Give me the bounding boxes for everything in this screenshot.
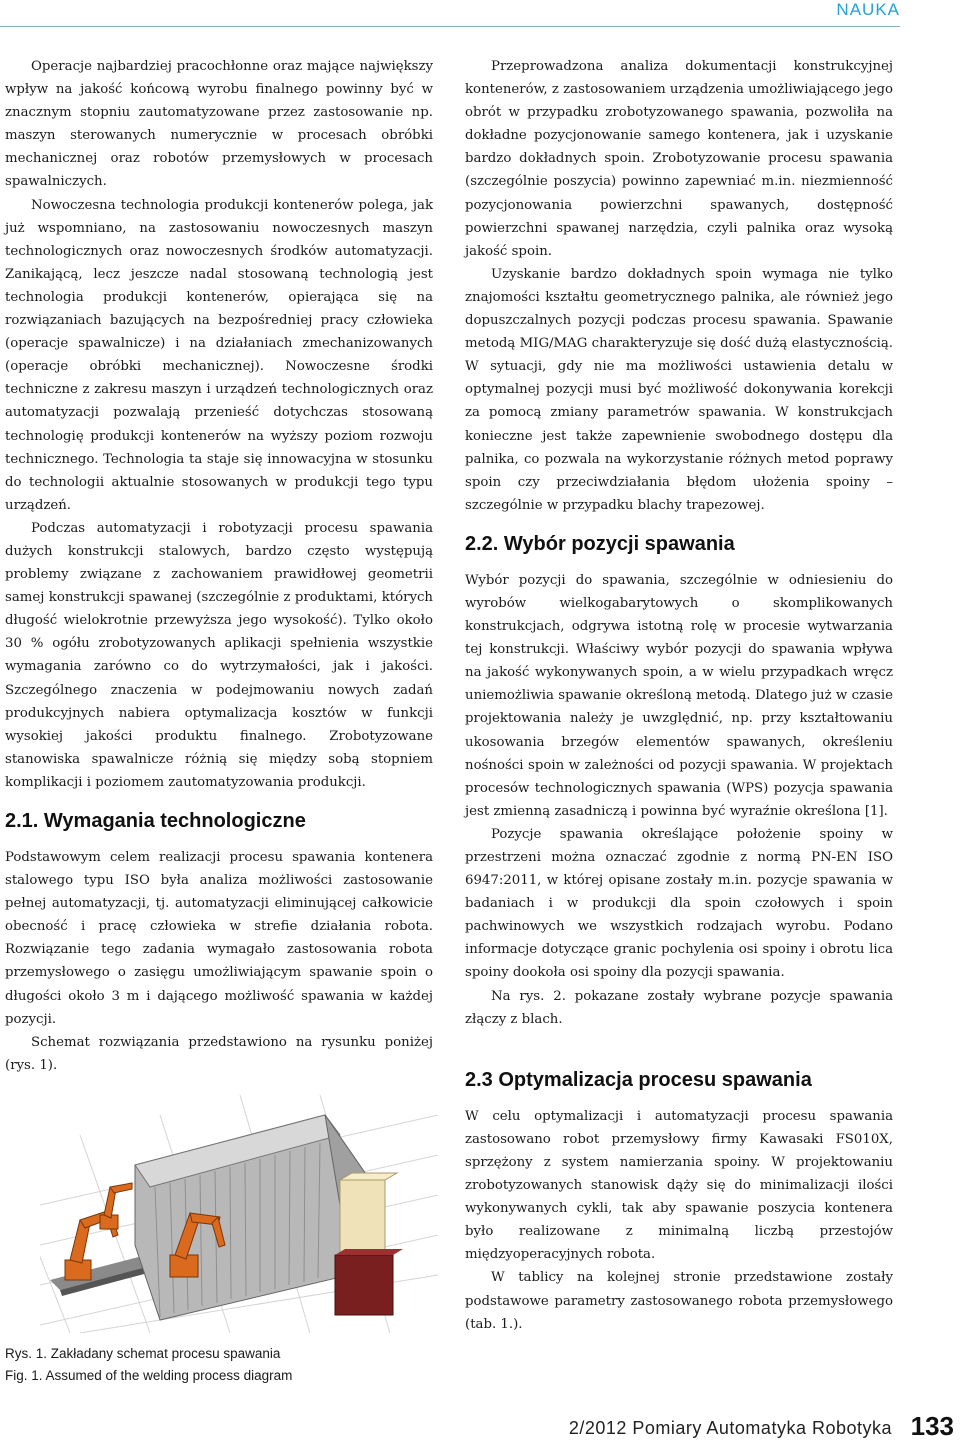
section-heading: 2.3 Optymalizacja procesu spawania bbox=[465, 1068, 812, 1091]
section-heading: 2.1. Wymagania technologiczne bbox=[5, 810, 306, 832]
paragraph: Schemat rozwiązania przedstawiono na rysunku poniżej (rys. 1). bbox=[5, 1034, 433, 1073]
figure-caption bbox=[5, 1343, 292, 1387]
caption-en: Fig. 1. Assumed of the welding process diagram bbox=[5, 1368, 293, 1383]
paragraph: W tablicy na kolejnej stronie przedstawione zostały podstawowe parametry zastosowanego robota przemysłowego (tab. 1.). bbox=[465, 1270, 893, 1332]
paragraph: Wybór pozycji do spawania, szczególnie w odniesieniu do wyrobów wielkogabarytowych o skomplikowanych konstrukcjach, odgrywa istotną rolę w procesie wytwarzania tej konstrukcji. Właściwy wybór pozycji do spawania wpływa na jakość wykonywanych spoin, a w wielu przypadkach wręcz uniemożliwia spawanie określoną metodą. Dlatego już w czasie projektowania należy je uwzględnić, np. przy kształtowaniu ukosowania brzegów elementów spawanych, określeniu nośności spoin w zależności od pozycji spawania. W projektach procesów technologicznych spawania (WPS) pozycja spawania jest zmienną zasadniczą i powinna być wyraźnie określona [1]. bbox=[465, 572, 893, 819]
paragraph: Uzyskanie bardzo dokładnych spoin wymaga nie tylko znajomości kształtu geometrycznego palnika, ale również jego dopuszczalnych pozycji podczas procesu spawania. Spawanie metodą MIG/MAG charakteryzuje się dość dużą elastycznością. W sytuacji, gdy nie ma możliwości ustawienia detalu w optymalnej pozycji musi być możliwość dokonywania korekcji za pomocą zmiany parametrów spawania. W konstrukcjach konieczne jest także zapewnienie swobodnego dostępu dla palnika, co pozwala na wykorzystanie różnych metod poprawy spoin czy przeciwdziałania błędom ułożenia spoiny – szczególnie w przypadku blachy trapezowej. bbox=[465, 266, 893, 513]
right-column bbox=[465, 55, 893, 1336]
page-number: 133 bbox=[910, 1411, 954, 1441]
caption-pl: Rys. 1. Zakładany schemat procesu spawania bbox=[5, 1346, 281, 1361]
section-label: NAUKA bbox=[836, 0, 900, 19]
paragraph: Przeprowadzona analiza dokumentacji konstrukcyjnej kontenerów, z zastosowaniem urządzenia umożliwiającego jego obrót w przypadku zrobotyzowanego spawania, pozwoliła na dokładne pozycjonowanie samego kontenera, jak i uzyskanie bardzo dokładnych spoin. Zrobotyzowanie procesu spawania (szczególnie poszycia) powinno zapewniać m.in. niezmienność pozycjonowania powierzchni spawanych, dostępność powierzchni spawanej narzędzia, czyli palnika oraz wysoką jakość spoin. bbox=[465, 59, 893, 259]
paragraph: Pozycje spawania określające położenie spoiny w przestrzeni można oznaczać zgodnie z normą PN-EN ISO 6947:2011, w której opisane zostały m.in. pozycje spawania w badaniach i w produkcji dla spoin czołowych i spoin pachwinowych we wszystkich rodzajach wyrobu. Podano informacje dotyczące granic pochylenia osi spoiny i obrotu lica spoiny dookoła osi spoiny dla pozycji spawania. bbox=[465, 826, 893, 981]
left-column bbox=[5, 55, 433, 1077]
paragraph: Na rys. 2. pokazane zostały wybrane pozycje spawania złączy z blach. bbox=[465, 988, 893, 1027]
section-heading: 2.2. Wybór pozycji spawania bbox=[465, 532, 735, 555]
paragraph: Nowoczesna technologia produkcji kontenerów polega, jak już wspomniano, na zastosowaniu nowoczesnych maszyn technologicznych oraz nowoczesnych środków automatyzacji. Zanikającą, lecz jeszcze nadal stosowaną technologią jest technologia produkcji kontenerów, opierająca się na rozwiązaniach bazujących na bezpośredniej pracy człowieka (operacje spawalnicze) i na działaniach zmechanizowanych (operacje obróbki mechanicznej). Nowoczesne środki techniczne z zakresu maszyn i urządzeń technologicznych oraz automatyzacji pozwalają przenieść dotychczas stosowaną technologię produkcji kontenerów na wyższy poziom rozwoju technicznego. Technologia ta staje się innowacyjna w stosunku do technologii aktualnie stosowanych w produkcji tego typu urządzeń. bbox=[5, 197, 433, 513]
paragraph: W celu optymalizacji i automatyzacji procesu spawania zastosowano robot przemysłowy firmy Kawasaki FS010X, sprzężony z system namierzania spoiny. W projektowaniu zrobotyzowanych stanowisk dąży się do minimalizacji ilości wykonywanych cykli, tak aby spawanie poszycia kontenera było realizowane z minimalną liczbą przestojów międzyoperacyjnych robota. bbox=[465, 1108, 893, 1263]
paragraph: Operacje najbardziej pracochłonne oraz mające największy wpływ na jakość końcową wyrobu finalnego powinny być w znacznym stopniu zautomatyzowane przez zastosowanie np. maszyn sterowanych numerycznie w procesach obróbki mechanicznej oraz robotów przemysłowych w procesach spawalniczych. bbox=[5, 59, 433, 190]
paragraph: Podstawowym celem realizacji procesu spawania kontenera stalowego typu ISO była analiza możliwości zastosowanie pełnej automatyzacji, tj. automatyzacji eliminującej całkowicie obecność i pracę człowieka w strefie działania robota. Rozwiązanie tego zadania wymagało zastosowania robota przemysłowego o zasięgu umożliwiającym spawanie spoin o długości około 3 m i dającego możliwość spawania w każdej pozycji. bbox=[5, 850, 433, 1027]
positioner-image bbox=[335, 1173, 403, 1315]
welding-process-figure bbox=[40, 1095, 438, 1333]
paragraph: Podczas automatyzacji i robotyzacji procesu spawania dużych konstrukcji stalowych, bardzo często występują problemy związane z zachowaniem prawidłowej geometrii samej konstrukcji spawanej (szczególnie z produktami, których długość wielokrotnie przewyższa jego wysokość). Tylko około 30 % ogółu zrobotyzowanych aplikacji spełnienia wszystkie wymagania zarówno co do wytrzymałości, jak i jakości. Szczególnego znaczenia w podejmowaniu nowych zadań produkcyjnych nabiera optymalizacja kosztów w funkcji wysokiej jakości produktu finalnego. Zrobotyzowane stanowiska spawalnicze różnią się między sobą stopniem komplikacji i poziomem zautomatyzowania produkcji. bbox=[5, 520, 433, 790]
journal-footer: 2/2012 Pomiary Automatyka Robotyka bbox=[568, 1418, 892, 1438]
header-rule bbox=[0, 26, 900, 27]
